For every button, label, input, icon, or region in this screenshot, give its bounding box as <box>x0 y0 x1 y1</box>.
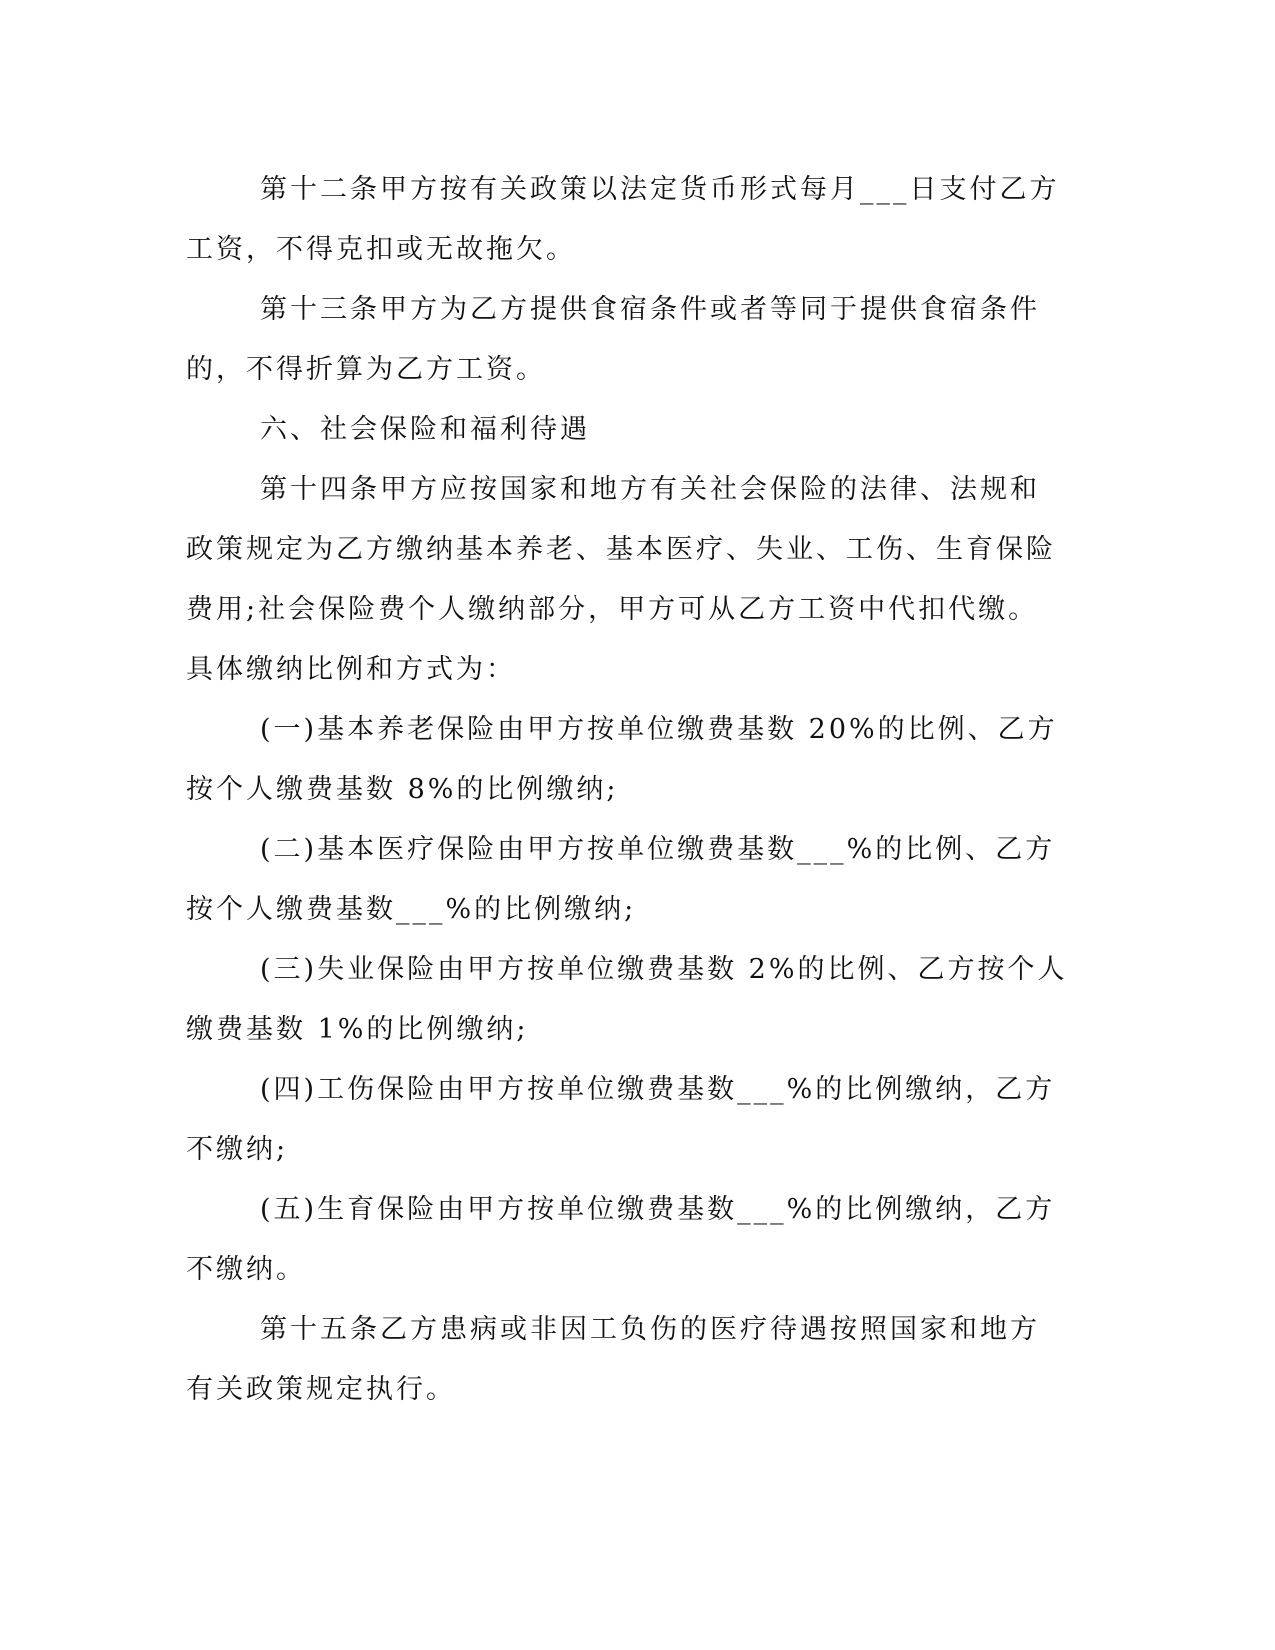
section-heading-text: 六、社会保险和福利待遇 <box>260 414 590 445</box>
list-item-work-injury-insurance <box>186 1060 1068 1180</box>
paragraph-text: 第十五条乙方患病或非因工负伤的医疗待遇按照国家和地方有关政策规定执行。 <box>186 1314 1040 1405</box>
list-item-medical-insurance <box>186 820 1068 940</box>
paragraph-text: 第十三条甲方为乙方提供食宿条件或者等同于提供食宿条件的，不得折算为乙方工资。 <box>186 294 1040 385</box>
list-item-text: (五)生育保险由甲方按单位缴费基数___%的比例缴纳，乙方不缴纳。 <box>186 1194 1056 1285</box>
paragraph-text: 第十四条甲方应按国家和地方有关社会保险的法律、法规和政策规定为乙方缴纳基本养老、基本医疗、失业、工伤、生育保险费用;社会保险费个人缴纳部分，甲方可从乙方工资中代扣代缴。具体缴纳比例和方式为： <box>186 474 1056 685</box>
document-body <box>186 160 1068 1420</box>
list-item-text: (四)工伤保险由甲方按单位缴费基数___%的比例缴纳，乙方不缴纳; <box>186 1074 1056 1165</box>
list-item-text: (一)基本养老保险由甲方按单位缴费基数 20%的比例、乙方按个人缴费基数 8%的比例缴纳; <box>186 714 1058 805</box>
list-item-unemployment-insurance <box>186 940 1068 1060</box>
list-item-pension-insurance <box>186 700 1068 820</box>
paragraph-article-13 <box>186 280 1068 400</box>
section-heading-social-insurance <box>186 400 1068 460</box>
paragraph-article-14 <box>186 460 1068 700</box>
paragraph-article-15 <box>186 1300 1068 1420</box>
paragraph-article-12 <box>186 160 1068 280</box>
list-item-text: (二)基本医疗保险由甲方按单位缴费基数___%的比例、乙方按个人缴费基数___%的比例缴纳; <box>186 834 1056 925</box>
paragraph-text: 第十二条甲方按有关政策以法定货币形式每月___日支付乙方工资，不得克扣或无故拖欠。 <box>186 174 1060 265</box>
list-item-text: (三)失业保险由甲方按单位缴费基数 2%的比例、乙方按个人缴费基数 1%的比例缴纳; <box>186 954 1068 1045</box>
list-item-maternity-insurance <box>186 1180 1068 1300</box>
